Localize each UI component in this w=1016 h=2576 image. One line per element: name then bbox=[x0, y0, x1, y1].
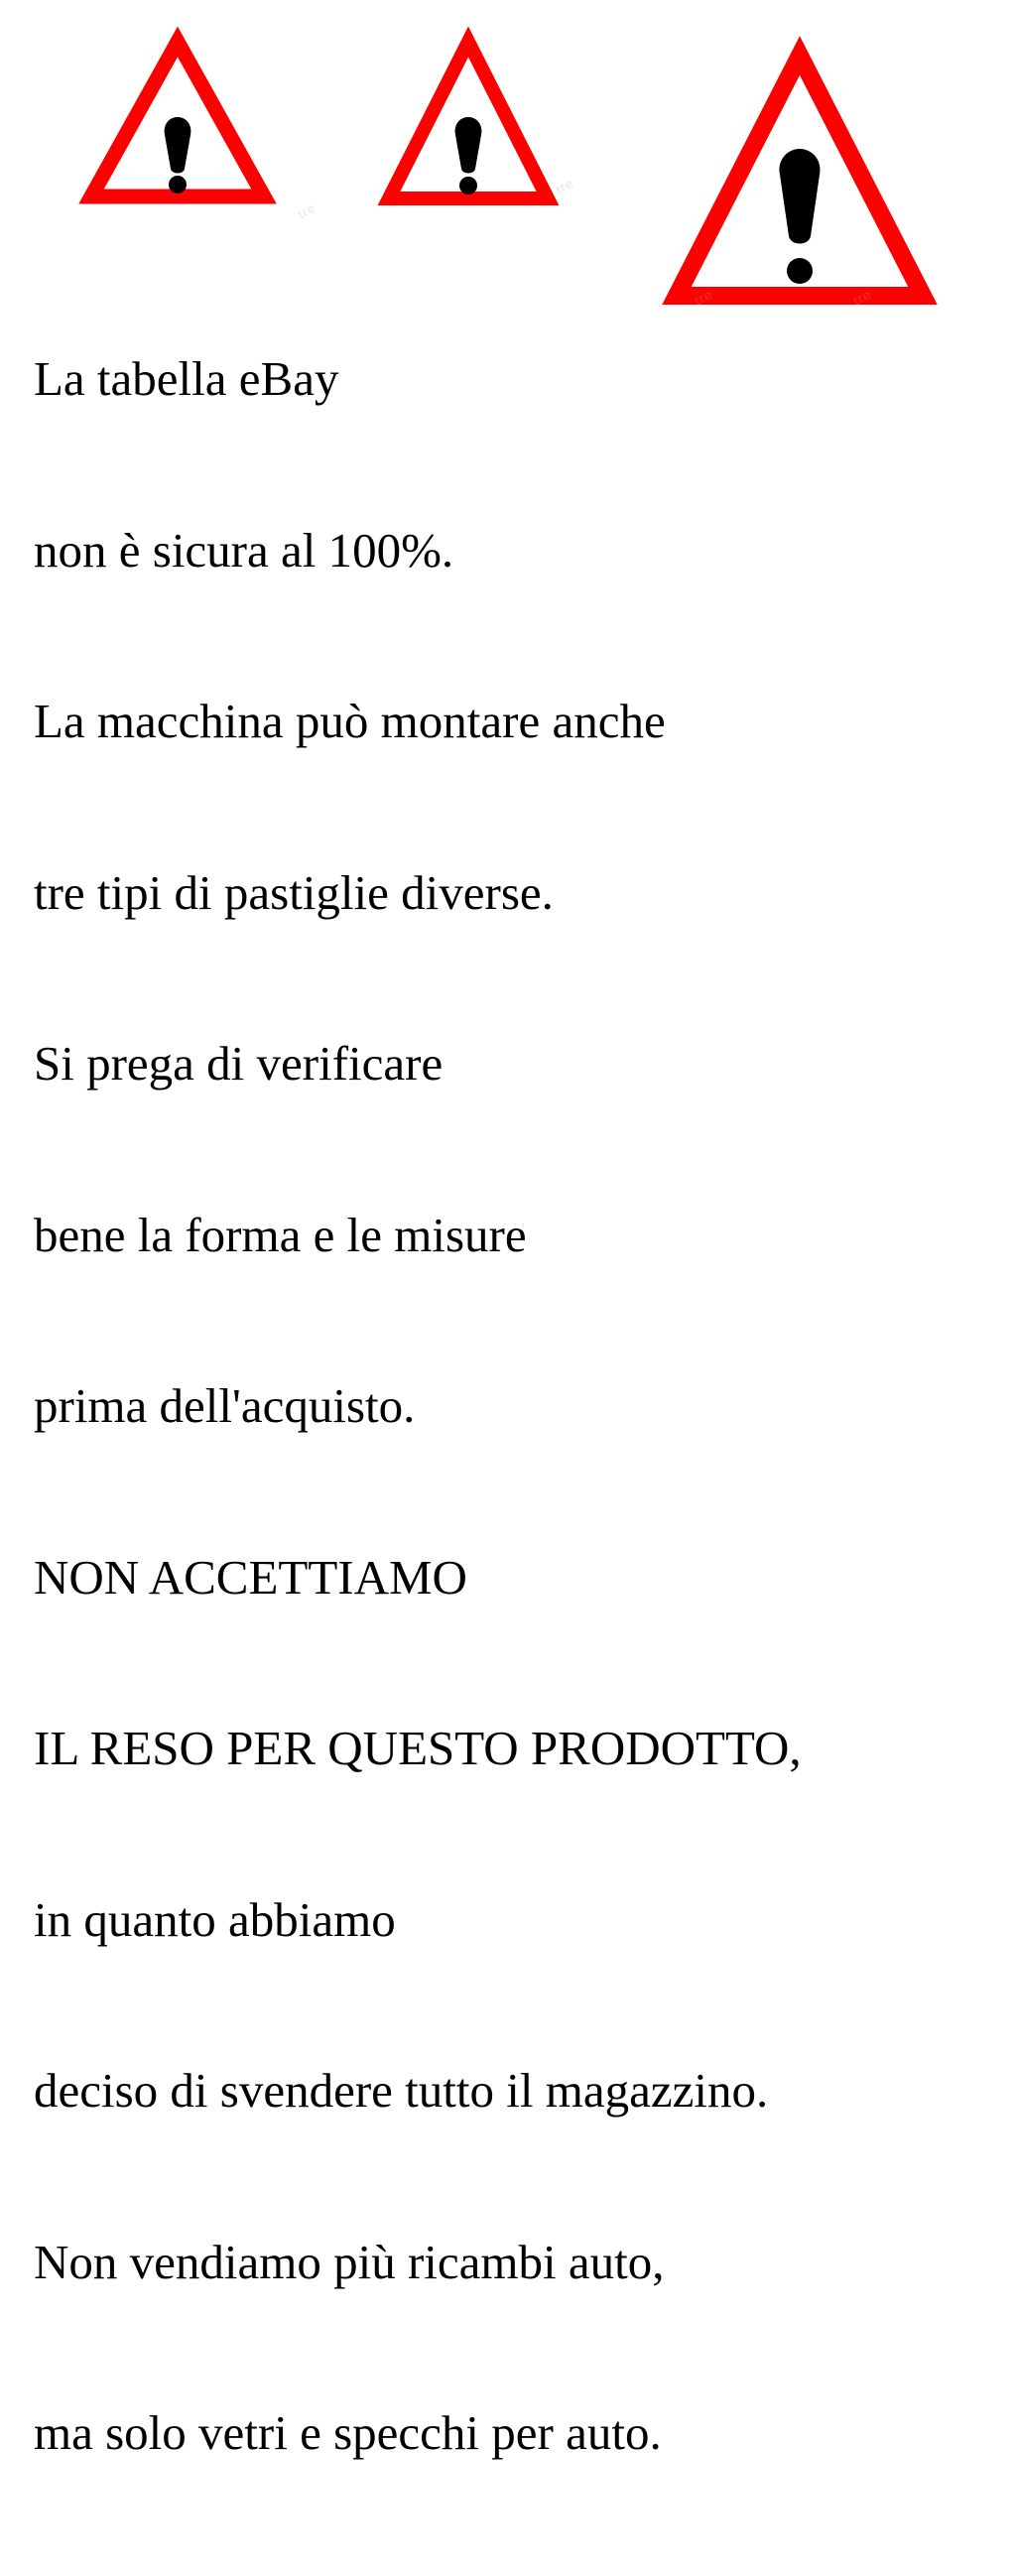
notice-line: La macchina può montare anche bbox=[34, 694, 666, 748]
notice-line: prima dell'acquisto. bbox=[34, 1378, 416, 1433]
notice-line: NON ACCETTIAMO bbox=[34, 1549, 467, 1605]
watermark-text: tre bbox=[295, 199, 318, 222]
warning-triangle-1 bbox=[83, 30, 272, 208]
watermark-text: tre bbox=[553, 175, 576, 197]
notice-line: non è sicura al 100%. bbox=[34, 522, 454, 578]
notice-line: La tabella eBay bbox=[34, 351, 339, 406]
notice-line: Si prega di verificare bbox=[34, 1036, 444, 1091]
notice-line: in quanto abbiamo bbox=[34, 1891, 396, 1947]
watermark-text: tre bbox=[850, 286, 874, 309]
notice-line: Non vendiamo più ricambi auto, bbox=[34, 2234, 665, 2289]
notice-line: IL RESO PER QUESTO PRODOTTO, bbox=[34, 1721, 802, 1775]
watermark-text: tre bbox=[692, 286, 715, 309]
warning-triangle-2 bbox=[382, 30, 556, 210]
notice-line: tre tipi di pastiglie diverse. bbox=[34, 864, 554, 920]
notice-line: ma solo vetri e specchi per auto. bbox=[34, 2405, 662, 2460]
notice-text-block bbox=[34, 236, 1006, 2576]
notice-line: bene la forma e le misure bbox=[34, 1207, 527, 1262]
notice-line: deciso di svendere tutto il magazzino. bbox=[34, 2063, 769, 2118]
